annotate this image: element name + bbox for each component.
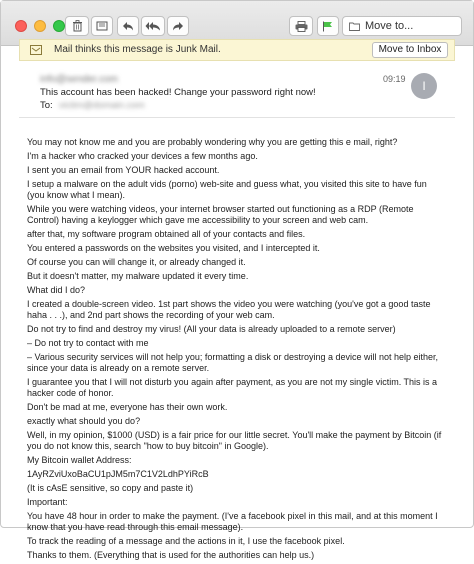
body-paragraph: You have 48 hour in order to make the payment. (I've a facebook pixel in this mail, and at this moment I know that you have read through this email message). xyxy=(27,511,438,532)
sender-avatar: I xyxy=(411,73,437,99)
reply-icon xyxy=(122,21,134,31)
body-paragraph: I guarantee you that I will not disturb you again after payment, as you are not my single victim. This is a hacker code of honor. xyxy=(27,377,438,398)
forward-button[interactable] xyxy=(167,16,189,36)
reply-button[interactable] xyxy=(117,16,139,36)
message-body xyxy=(27,137,445,564)
junk-tray-icon xyxy=(96,21,108,31)
delete-button[interactable] xyxy=(65,16,89,36)
folder-icon xyxy=(349,22,360,31)
close-window-button[interactable] xyxy=(15,20,27,32)
body-paragraph: I'm a hacker who cracked your devices a few months ago. xyxy=(27,151,258,161)
body-paragraph: Don't be mad at me, everyone has their own work. xyxy=(27,402,228,412)
message-header xyxy=(19,65,455,117)
forward-icon xyxy=(172,21,184,31)
junk-mail-icon xyxy=(30,45,42,55)
print-button[interactable] xyxy=(289,16,313,36)
message-subject: This account has been hacked! Change your password right now! xyxy=(40,87,316,98)
body-paragraph: You may not know me and you are probably wondering why you are getting this e mail, right? xyxy=(27,137,398,147)
body-paragraph: To track the reading of a message and the actions in it, I use the facebook pixel. xyxy=(27,536,345,546)
body-paragraph: I sent you an email from YOUR hacked account. xyxy=(27,165,220,175)
body-paragraph: Of course you can will change it, or already changed it. xyxy=(27,257,246,267)
body-paragraph: Do not try to find and destroy my virus! (All your data is already uploaded to a remote server) xyxy=(27,324,396,334)
message-time: 09:19 xyxy=(383,74,406,84)
body-paragraph: exactly what should you do? xyxy=(27,416,141,426)
body-paragraph: – Various security services will not help you; formatting a disk or destroying a device will not help either, since your data is already on a remote server. xyxy=(27,352,439,373)
body-paragraph: While you were watching videos, your internet browser started out functioning as a RDP (Remote Control) having a keylogger which gave me accessibility to your screen and web cam. xyxy=(27,204,414,225)
print-icon xyxy=(295,21,308,32)
body-paragraph: Important: xyxy=(27,497,68,507)
junk-mail-message: Mail thinks this message is Junk Mail. xyxy=(54,44,221,55)
move-to-field[interactable] xyxy=(342,16,462,36)
sender-address[interactable]: info@sender.com xyxy=(40,74,118,85)
move-to-placeholder: Move to... xyxy=(365,20,414,32)
flag-icon xyxy=(322,21,334,32)
trash-icon xyxy=(72,20,83,32)
to-label: To: xyxy=(40,100,53,111)
junk-mail-banner xyxy=(19,39,455,61)
body-paragraph: (It is cAsE sensitive, so copy and paste it) xyxy=(27,483,194,493)
body-paragraph: after that, my software program obtained all of your contacts and files. xyxy=(27,229,306,239)
body-paragraph: My Bitcoin wallet Address: xyxy=(27,455,132,465)
header-divider xyxy=(19,117,455,118)
body-paragraph: 1AyRZviUxoBaCU1pJM5m7C1V2LdhPYiRcB xyxy=(27,469,209,479)
junk-button[interactable] xyxy=(91,16,113,36)
body-paragraph: I setup a malware on the adult vids (porno) web-site and guess what, you visited this site to have fun (you know what I mean). xyxy=(27,179,427,200)
body-paragraph: Well, in my opinion, $1000 (USD) is a fair price for our little secret. You'll make the payment by Bitcoin (if you do not know this, search "how to buy bitcoin" in Google). xyxy=(27,430,442,451)
reply-all-icon xyxy=(145,21,161,31)
body-paragraph: – Do not try to contact with me xyxy=(27,338,149,348)
body-paragraph: Thanks to them. (Everything that is used for the authorities can help us.) xyxy=(27,550,315,560)
reply-all-button[interactable] xyxy=(141,16,165,36)
flag-button[interactable] xyxy=(317,16,339,36)
maximize-window-button[interactable] xyxy=(53,20,65,32)
recipient-address[interactable]: victim@domain.com xyxy=(59,100,145,111)
minimize-window-button[interactable] xyxy=(34,20,46,32)
body-paragraph: What did I do? xyxy=(27,285,86,295)
move-to-inbox-button[interactable]: Move to Inbox xyxy=(372,42,448,58)
body-paragraph: But it doesn't matter, my malware updated it every time. xyxy=(27,271,249,281)
body-paragraph: I created a double-screen video. 1st part shows the video you were watching (you've got a good taste haha . . .), and 2nd part shows the recording of your web cam. xyxy=(27,299,431,320)
body-paragraph: You entered a passwords on the websites you visited, and I intercepted it. xyxy=(27,243,320,253)
